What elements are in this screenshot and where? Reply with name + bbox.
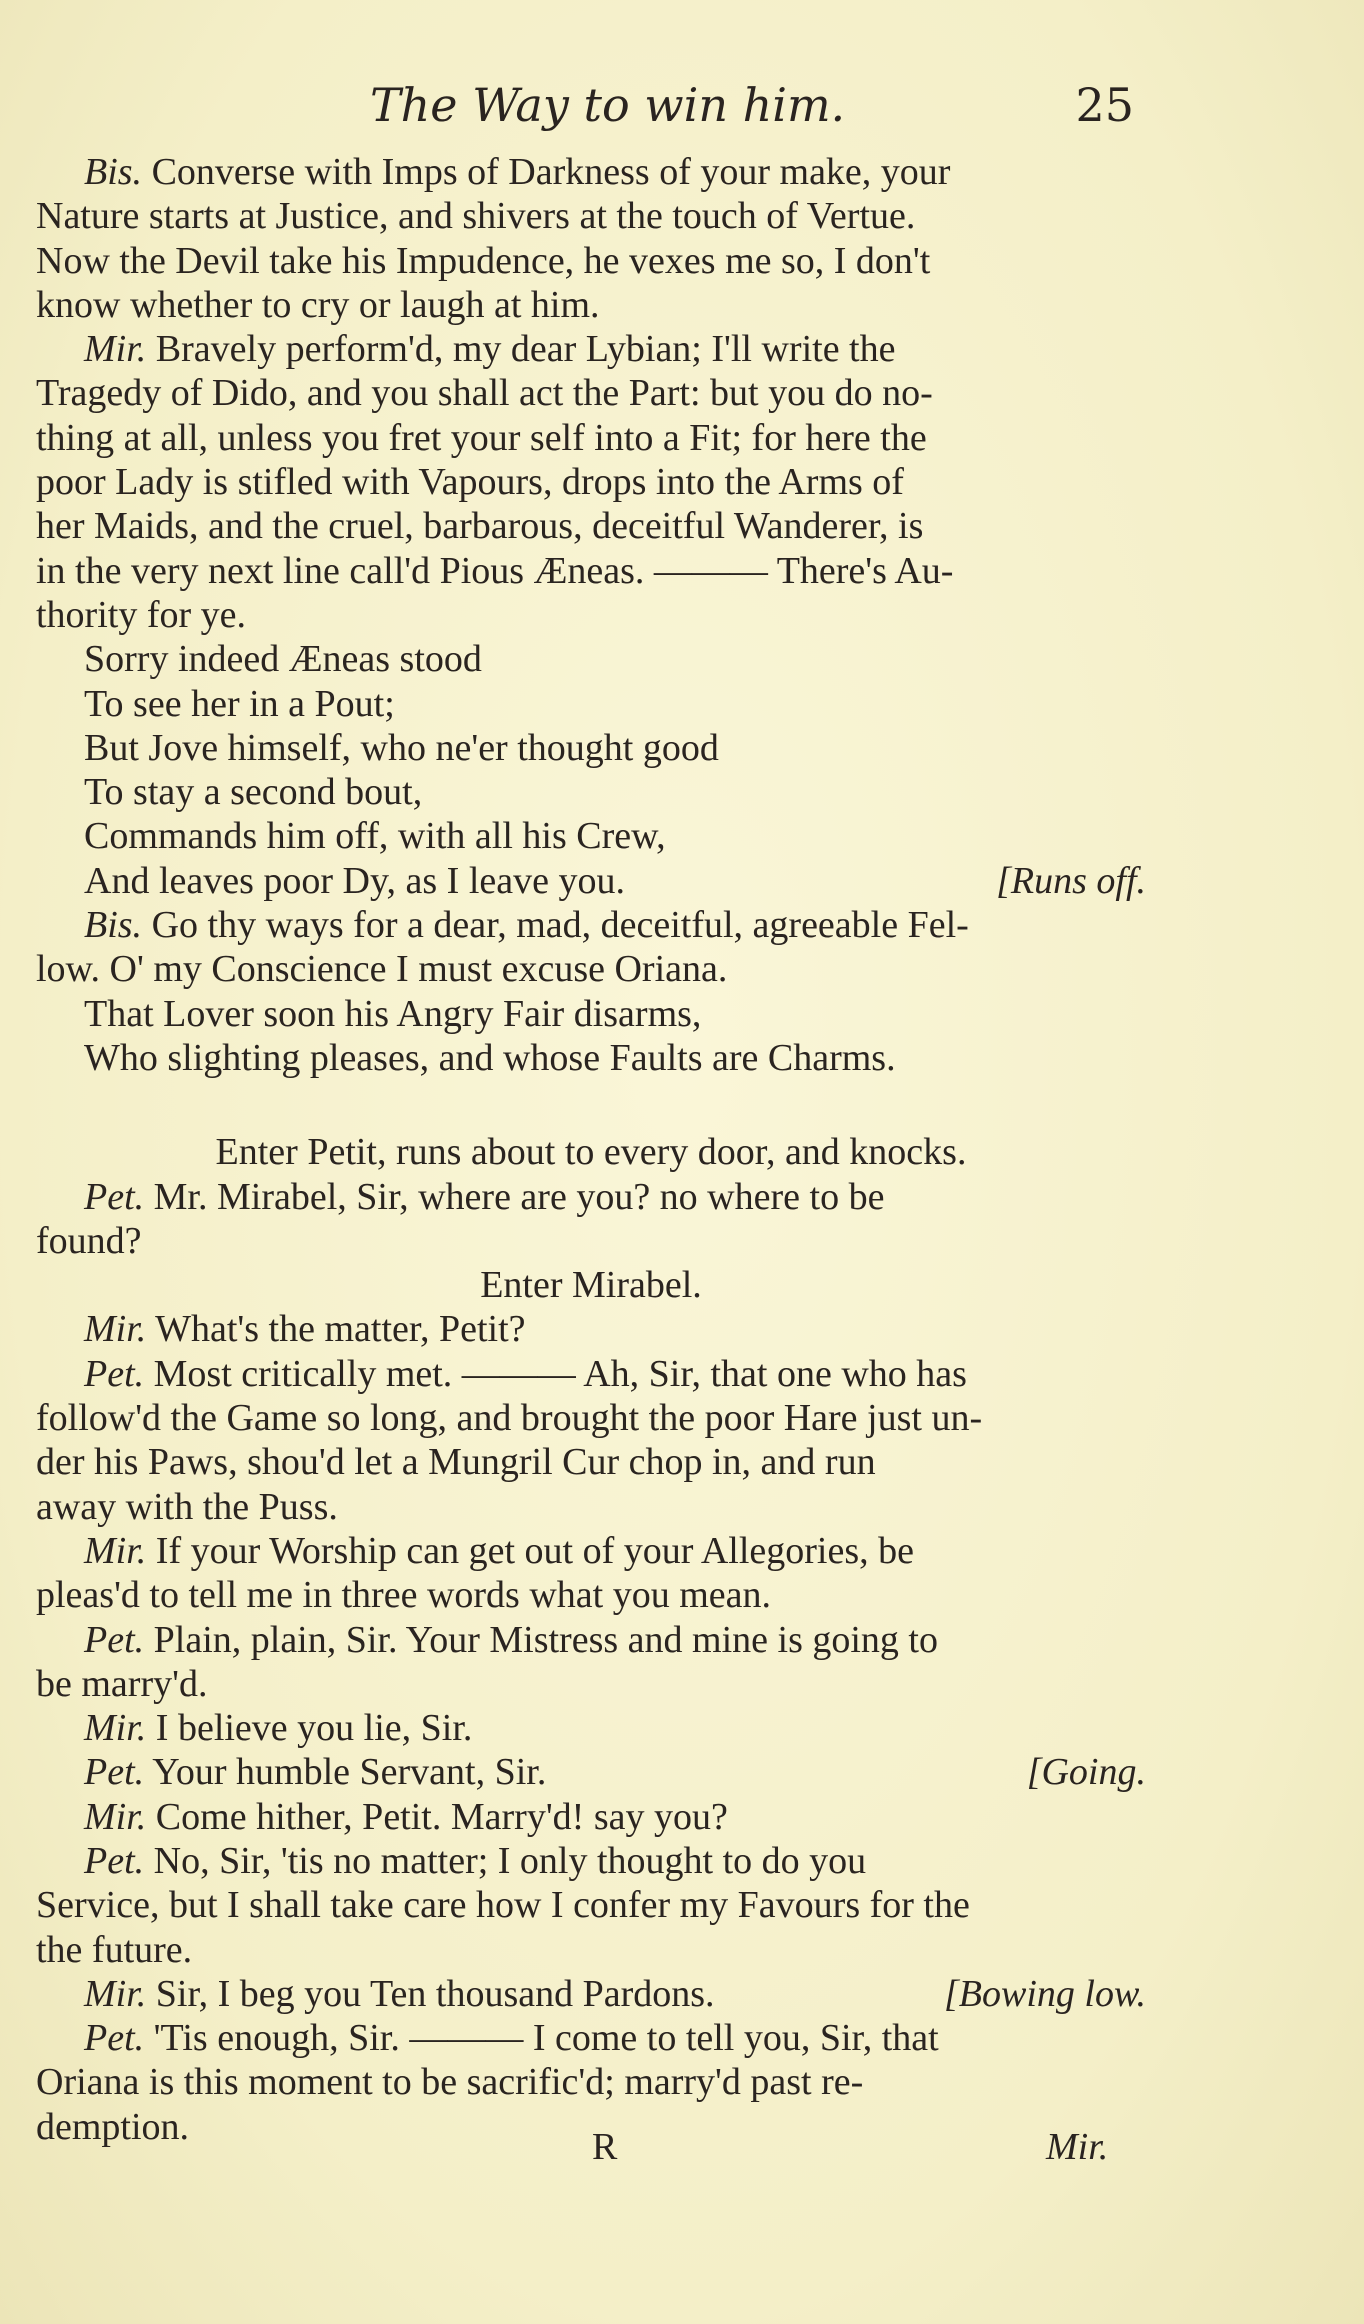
line-text: Enter Petit, runs about to every door, and knocks.	[215, 1131, 967, 1174]
text-line	[36, 549, 1146, 593]
text-line	[36, 1573, 1146, 1617]
speaker-name: Pet.	[84, 1839, 145, 1882]
line-text: Sir, I beg you Ten thousand Pardons.	[146, 1972, 715, 2015]
running-title: The Way to win him.	[370, 78, 846, 132]
line-text: Now the Devil take his Impudence, he vexes me so, I don't	[36, 239, 931, 282]
line-text: Come hither, Petit. Marry'd! say you?	[146, 1795, 728, 1838]
line-text: 'Tis enough, Sir. ——— I come to tell you, Sir, that	[144, 2017, 939, 2060]
text-line	[36, 416, 1146, 460]
line-text: To stay a second bout,	[84, 771, 423, 814]
line-text: thing at all, unless you fret your self into a Fit; for here the	[36, 416, 927, 459]
text-line	[36, 682, 1146, 726]
line-text: But Jove himself, who ne'er thought good	[84, 726, 719, 769]
line-text: poor Lady is stifled with Vapours, drops into the Arms of	[36, 461, 904, 504]
line-text: her Maids, and the cruel, barbarous, deceitful Wanderer, is	[36, 505, 924, 548]
text-line	[36, 814, 1146, 858]
play-text	[36, 150, 1146, 2149]
speaker-name: Pet.	[84, 1618, 145, 1661]
speaker-name: Pet.	[84, 1352, 145, 1395]
text-line	[36, 150, 1146, 194]
text-line	[36, 1036, 1146, 1080]
line-text: Plain, plain, Sir. Your Mistress and mine is going to	[144, 1618, 938, 1661]
line-text: demption.	[36, 2105, 190, 2148]
line-text: Service, but I shall take care how I confer my Favours for the	[36, 1884, 970, 1927]
line-text: der his Paws, shou'd let a Mungril Cur chop in, and run	[36, 1441, 876, 1484]
text-line	[36, 1883, 1146, 1927]
text-line	[36, 371, 1146, 415]
speaker-name: Pet.	[84, 2017, 145, 2060]
stage-direction-line	[36, 1263, 1146, 1307]
text-line	[36, 460, 1146, 504]
speaker-name: Mir.	[84, 1795, 147, 1838]
speaker-name: Mir.	[84, 1529, 147, 1572]
line-text: Sorry indeed Æneas stood	[84, 638, 482, 681]
speaker-name: Mir.	[84, 1308, 147, 1351]
stage-direction: [Going.	[1026, 1751, 1146, 1794]
text-line	[36, 504, 1146, 548]
speaker-name: Bis.	[84, 904, 143, 947]
line-text: Commands him off, with all his Crew,	[84, 815, 666, 858]
line-text: in the very next line call'd Pious Æneas. ——— There's Au-	[36, 549, 954, 592]
stage-direction-line	[36, 1130, 1146, 1174]
line-text: low. O' my Conscience I must excuse Oriana.	[36, 948, 728, 991]
text-line	[36, 903, 1146, 947]
line-text: No, Sir, 'tis no matter; I only thought to do you	[144, 1839, 867, 1882]
text-line	[36, 239, 1146, 283]
line-text: found?	[36, 1219, 142, 1262]
page-footer	[0, 2125, 1364, 2185]
line-text: know whether to cry or laugh at him.	[36, 283, 600, 326]
catchword: Mir.	[1046, 2126, 1109, 2168]
text-line	[36, 947, 1146, 991]
line-text: That Lover soon his Angry Fair disarms,	[84, 992, 702, 1035]
text-line	[36, 1750, 1146, 1794]
text-line	[36, 593, 1146, 637]
text-line	[36, 1618, 1146, 1662]
text-line	[36, 2016, 1146, 2060]
text-line	[36, 283, 1146, 327]
line-text: follow'd the Game so long, and brought the poor Hare just un-	[36, 1397, 983, 1440]
line-text: Nature starts at Justice, and shivers at the touch of Vertue.	[36, 195, 916, 238]
text-line	[36, 1440, 1146, 1484]
text-line	[36, 1662, 1146, 1706]
text-line	[36, 1839, 1146, 1883]
text-line	[36, 859, 1146, 903]
signature-mark: R	[592, 2126, 618, 2168]
section-gap	[36, 1080, 1146, 1130]
line-text: And leaves poor Dy, as I leave you.	[84, 859, 625, 902]
text-line	[36, 1706, 1146, 1750]
line-text: away with the Puss.	[36, 1485, 338, 1528]
line-text: Enter Mirabel.	[480, 1264, 702, 1307]
text-line	[36, 2060, 1146, 2104]
line-text: Oriana is this moment to be sacrific'd; marry'd past re-	[36, 2061, 864, 2104]
line-text: Your humble Servant, Sir.	[144, 1751, 547, 1794]
text-line	[36, 1219, 1146, 1263]
line-text: Tragedy of Dido, and you shall act the Part: but you do no-	[36, 372, 933, 415]
text-line	[36, 637, 1146, 681]
line-text: Mr. Mirabel, Sir, where are you? no where to be	[144, 1175, 885, 1218]
text-line	[36, 327, 1146, 371]
line-text: Go thy ways for a dear, mad, deceitful, agreeable Fel-	[142, 904, 969, 947]
line-text: What's the matter, Petit?	[146, 1308, 526, 1351]
text-line	[36, 1928, 1146, 1972]
line-text: If your Worship can get out of your Allegories, be	[146, 1529, 914, 1572]
text-line	[36, 992, 1146, 1036]
line-text: be marry'd.	[36, 1662, 208, 1705]
speaker-name: Pet.	[84, 1751, 145, 1794]
text-line	[36, 1396, 1146, 1440]
speaker-name: Pet.	[84, 1175, 145, 1218]
stage-direction: [Bowing low.	[944, 1972, 1146, 2015]
line-text: Converse with Imps of Darkness of your make, your	[142, 151, 951, 193]
speaker-name: Mir.	[84, 1972, 147, 2015]
text-line	[36, 1485, 1146, 1529]
line-text: the future.	[36, 1928, 193, 1971]
line-text: pleas'd to tell me in three words what you mean.	[36, 1574, 771, 1617]
line-text: Who slighting pleases, and whose Faults are Charms.	[84, 1036, 896, 1079]
text-line	[36, 1972, 1146, 2016]
text-line	[36, 1529, 1146, 1573]
text-line	[36, 1175, 1146, 1219]
speaker-name: Mir.	[84, 328, 147, 371]
speaker-name: Bis.	[84, 151, 143, 193]
line-text: I believe you lie, Sir.	[146, 1707, 473, 1750]
line-text: Bravely perform'd, my dear Lybian; I'll write the	[146, 328, 896, 371]
text-line	[36, 1795, 1146, 1839]
text-line	[36, 726, 1146, 770]
text-line	[36, 770, 1146, 814]
line-text: To see her in a Pout;	[84, 682, 395, 725]
speaker-name: Mir.	[84, 1707, 147, 1750]
line-text: thority for ye.	[36, 593, 247, 636]
page-header	[0, 78, 1364, 148]
text-line	[36, 1352, 1146, 1396]
text-line	[36, 194, 1146, 238]
line-text: Most critically met. ——— Ah, Sir, that one who has	[144, 1352, 967, 1395]
text-line	[36, 1307, 1146, 1351]
page-number: 25	[1075, 78, 1134, 132]
stage-direction: [Runs off.	[996, 859, 1146, 902]
